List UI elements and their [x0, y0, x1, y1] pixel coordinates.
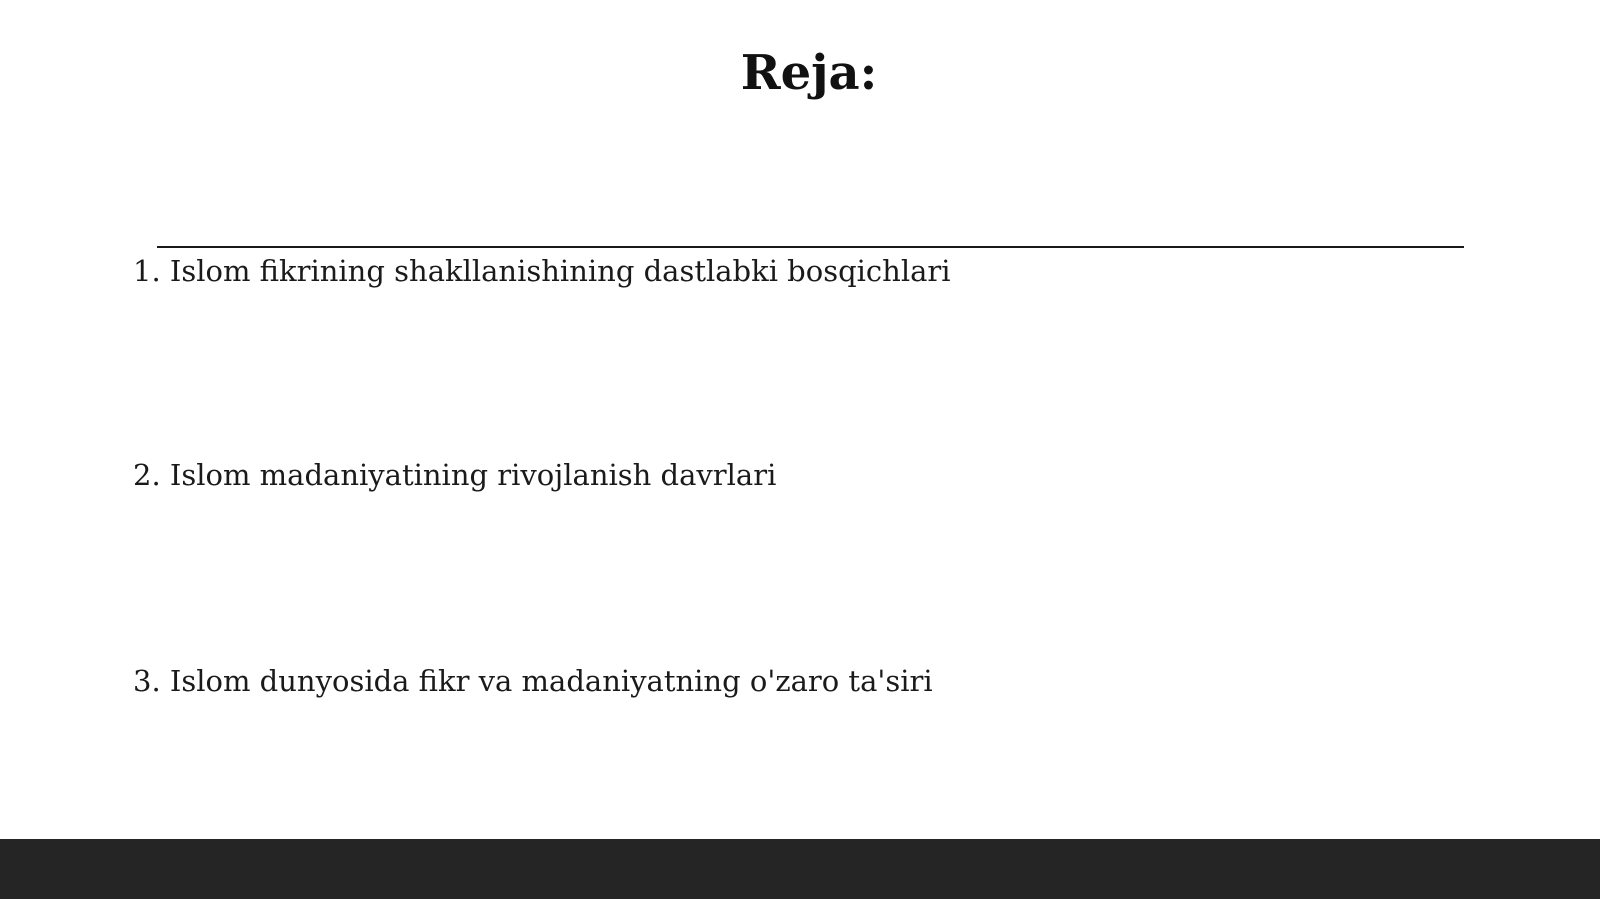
plan-item-2: 2. Islom madaniyatining rivojlanish davrlari: [133, 458, 777, 492]
footer-bar: [0, 839, 1600, 899]
divider-line: [157, 246, 1464, 248]
plan-item-1: 1. Islom fikrining shakllanishining dastlabki bosqichlari: [133, 254, 951, 288]
plan-item-3: 3. Islom dunyosida fikr va madaniyatning o'zaro ta'siri: [133, 664, 933, 698]
slide-title: Reja:: [740, 45, 878, 101]
